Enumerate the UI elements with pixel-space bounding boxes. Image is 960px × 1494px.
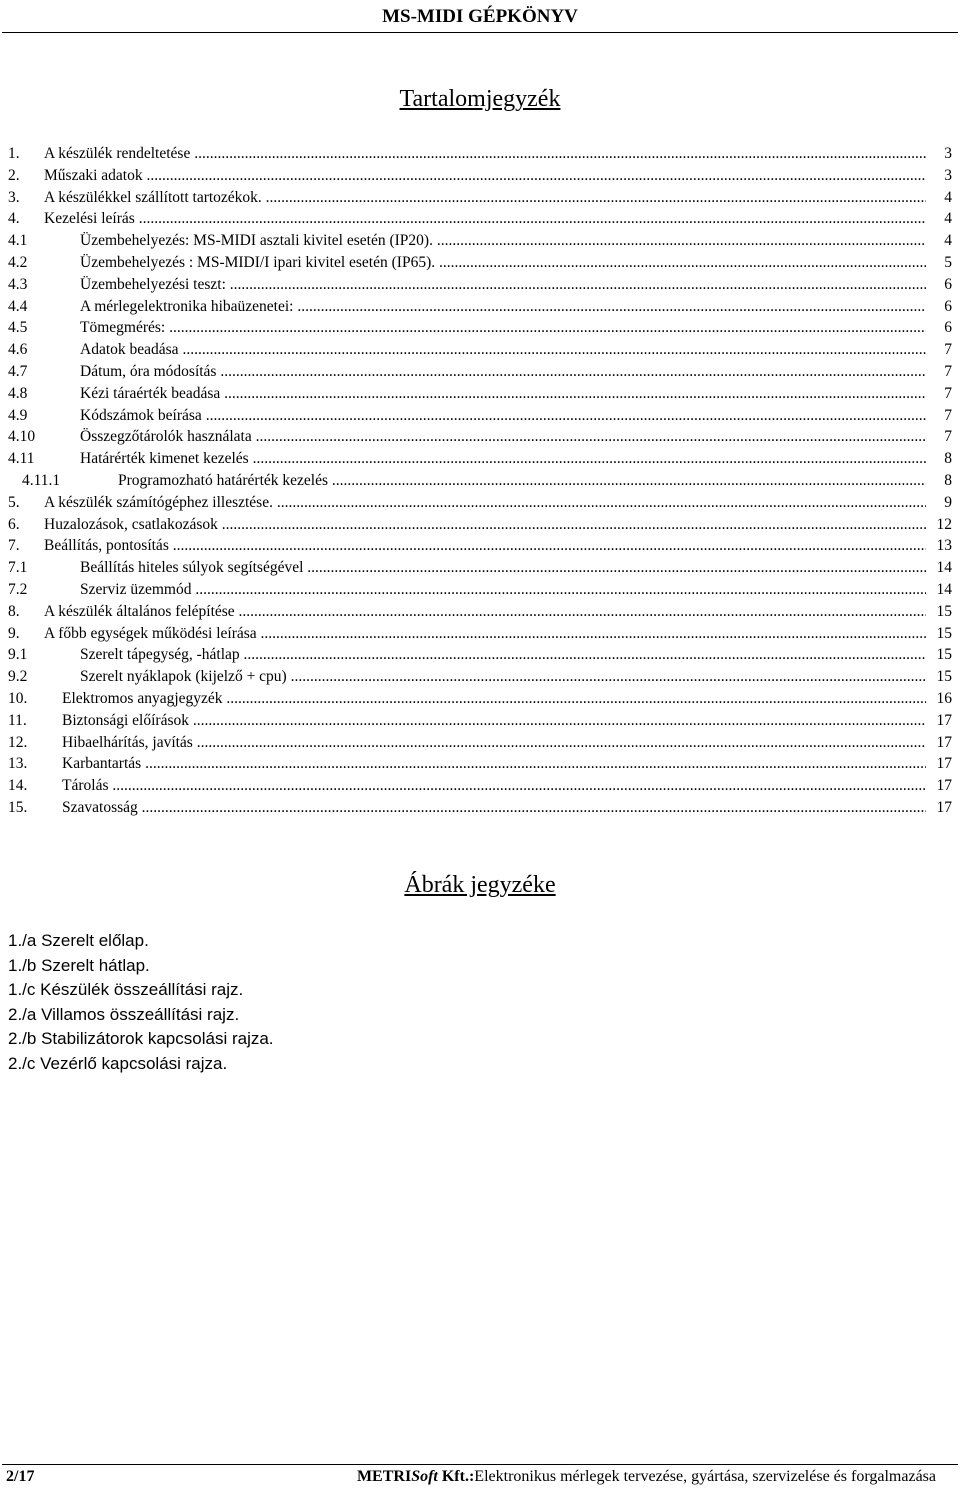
toc-entry-number: 12. [8,733,28,751]
toc-entry-page: 8 [944,471,952,489]
toc-entry-title: Üzembehelyezés : MS-MIDI/I ipari kivitel esetén (IP65). ..... [80,252,926,274]
toc-entry-title: Tömegmérés: ..... [80,317,926,339]
toc-entry-page: 7 [944,362,952,380]
toc-entry-page: 4 [944,232,952,250]
toc-entry-page: 3 [944,166,952,184]
toc-entry-title: Üzembehelyezési teszt: ..... [80,274,926,296]
toc-entry-page: 12 [936,515,952,533]
toc-entry-title: Szerelt tápegység, -hátlap ..... [80,644,926,666]
toc-entry-title: Hibaelhárítás, javítás ..... [62,732,926,754]
toc-entry[interactable] [8,514,952,536]
toc-entry[interactable] [8,317,952,339]
toc-entry-page: 15 [936,602,952,620]
toc-entry[interactable] [8,274,952,296]
toc-entry[interactable] [8,296,952,318]
toc-title: Tartalomjegyzék [399,86,561,112]
toc-entry-number: 13. [8,755,28,773]
figure-list-item: 2./c Vezérlő kapcsolási rajza. [8,1053,228,1073]
table-of-contents [8,143,952,819]
toc-entry[interactable] [8,405,952,427]
toc-entry-number: 4.11.1 [22,471,61,489]
toc-entry-page: 17 [936,711,952,729]
footer-divider [2,1464,958,1465]
toc-entry-title: A készülékkel szállított tartozékok. ..... [44,187,926,209]
toc-entry-title: Dátum, óra módosítás ..... [80,361,926,383]
toc-entry-number: 4.1 [8,232,28,250]
toc-entry[interactable] [8,753,952,775]
figure-list-item: 2./b Stabilizátorok kapcsolási rajza. [8,1029,274,1049]
page-footer [0,1460,960,1494]
toc-entry[interactable] [8,601,952,623]
toc-entry-number: 14. [8,777,28,795]
toc-entry-title: Programozható határérték kezelés ..... [118,470,926,492]
toc-entry-number: 1. [8,145,20,162]
toc-entry-number: 8. [8,602,20,620]
toc-entry-title: Szerelt nyáklapok (kijelző + cpu) ..... [80,666,926,688]
toc-entry-page: 14 [936,559,952,577]
toc-entry-page: 4 [944,188,952,206]
toc-entry-page: 3 [944,145,952,162]
toc-entry-number: 5. [8,493,20,511]
toc-entry[interactable] [8,557,952,579]
toc-entry-number: 4.11 [8,450,35,468]
figure-list-item: 1./b Szerelt hátlap. [8,955,150,975]
toc-entry-title: Kezelési leírás ..... [44,208,926,230]
toc-entry-page: 7 [944,384,952,402]
toc-entry-page: 17 [936,733,952,751]
toc-entry[interactable] [8,448,952,470]
toc-entry-number: 4.9 [8,406,28,424]
toc-entry-page: 6 [944,275,952,293]
toc-entry-title: Beállítás, pontosítás ..... [44,535,926,557]
company-name-suffix: Kft. [437,1468,469,1485]
toc-entry[interactable] [8,535,952,557]
toc-entry-page: 7 [944,428,952,446]
toc-entry-number: 4. [8,210,20,228]
toc-entry-title: Karbantartás ..... [62,753,926,775]
toc-entry-number: 3. [8,188,20,206]
toc-entry-title: Tárolás ..... [62,775,926,797]
toc-entry[interactable] [8,492,952,514]
toc-entry[interactable] [8,579,952,601]
toc-entry-number: 4.5 [8,319,28,337]
figures-list [8,929,274,1077]
figure-list-item: 2./a Villamos összeállítási rajz. [8,1004,240,1024]
toc-entry-title: A főbb egységek működési leírása ..... [44,623,926,645]
toc-entry-number: 4.2 [8,253,28,271]
toc-entry-number: 10. [8,689,28,707]
toc-entry[interactable] [8,252,952,274]
footer-company-line [357,1468,936,1486]
toc-entry[interactable] [8,732,952,754]
toc-entry-title: Kódszámok beírása ..... [80,405,926,427]
figure-list-item: 1./c Készülék összeállítási rajz. [8,980,244,1000]
toc-entry-number: 6. [8,515,20,533]
toc-entry-title: Beállítás hiteles súlyok segítségével ..... [80,557,926,579]
toc-entry[interactable] [8,623,952,645]
header-divider [2,32,958,33]
toc-entry-page: 17 [936,798,952,816]
toc-entry-title: Kézi táraérték beadása ..... [80,383,926,405]
toc-entry-title: A készülék rendeltetése ..... [44,143,926,165]
toc-entry-page: 6 [944,319,952,337]
toc-entry[interactable] [8,143,952,165]
toc-entry-title: Határérték kimenet kezelés ..... [80,448,926,470]
toc-entry-page: 8 [944,450,952,468]
toc-entry-number: 4.3 [8,275,28,293]
company-name-bold: METRI [356,1468,412,1485]
toc-entry-page: 15 [936,646,952,664]
toc-entry[interactable] [8,775,952,797]
toc-entry-title: Huzalozások, csatlakozások ..... [44,514,926,536]
toc-entry[interactable] [8,426,952,448]
toc-entry-number: 9. [8,624,20,642]
toc-entry-number: 7. [8,537,20,555]
toc-entry-page: 4 [944,210,952,228]
toc-entry[interactable] [8,339,952,361]
page-header [0,0,960,34]
toc-entry-page: 7 [944,406,952,424]
toc-entry-title: Összegzőtárolók használata ..... [80,426,926,448]
toc-entry[interactable] [8,383,952,405]
toc-entry[interactable] [8,187,952,209]
toc-entry-number: 4.8 [8,384,28,402]
company-name-italic: Soft [411,1468,438,1485]
toc-entry-number: 11. [8,711,27,729]
toc-entry-title: Üzembehelyezés: MS-MIDI asztali kivitel esetén (IP20). ..... [80,230,926,252]
toc-entry[interactable] [8,797,952,819]
toc-entry-number: 7.1 [8,559,28,577]
toc-entry-number: 7.2 [8,580,28,598]
company-colon: : [468,1468,475,1485]
toc-entry-title: Szavatosság ..... [62,797,926,819]
toc-entry-page: 13 [936,537,952,555]
toc-entry[interactable] [8,165,952,187]
toc-entry-number: 2. [8,166,20,184]
toc-entry-title: Szerviz üzemmód ..... [80,579,926,601]
toc-entry[interactable] [8,230,952,252]
figure-list-item: 1./a Szerelt előlap. [8,931,149,950]
figures-title: Ábrák jegyzéke [404,872,556,898]
toc-entry-number: 9.1 [8,646,28,664]
toc-entry-number: 4.6 [8,341,28,359]
toc-entry-page: 16 [936,689,952,707]
toc-entry[interactable] [8,361,952,383]
toc-entry-title: A készülék számítógéphez illesztése. ..... [44,492,926,514]
toc-entry[interactable] [8,710,952,732]
toc-entry-page: 7 [944,341,952,359]
toc-entry[interactable] [8,644,952,666]
header-title: MS-MIDI GÉPKÖNYV [382,6,578,27]
toc-entry-number: 9.2 [8,668,28,686]
toc-entry[interactable] [8,666,952,688]
toc-entry-number: 4.10 [8,428,36,446]
toc-entry[interactable] [8,208,952,230]
toc-entry-title: Elektromos anyagjegyzék ..... [62,688,926,710]
toc-entry-page: 17 [936,755,952,773]
toc-entry-title: Műszaki adatok ..... [44,165,926,187]
toc-entry-page: 15 [936,668,952,686]
toc-entry-number: 4.4 [8,297,28,315]
toc-entry-title: A mérlegelektronika hibaüzenetei: ..... [80,296,926,318]
toc-entry-page: 17 [936,777,952,795]
toc-entry-page: 15 [936,624,952,642]
toc-entry-page: 9 [944,493,952,511]
company-description: Elektronikus mérlegek tervezése, gyártása, szervizelése és forgalmazása [474,1468,936,1485]
toc-entry[interactable] [8,688,952,710]
footer-page-number: 2/17 [6,1468,35,1485]
toc-entry-number: 4.7 [8,362,28,380]
toc-entry[interactable] [8,470,952,492]
toc-entry-number: 15. [8,798,28,816]
toc-entry-page: 14 [936,580,952,598]
toc-entry-title: Adatok beadása ..... [80,339,926,361]
toc-entry-page: 6 [944,297,952,315]
toc-entry-title: A készülék általános felépítése ..... [44,601,926,623]
toc-entry-page: 5 [944,253,952,271]
toc-entry-title: Biztonsági előírások ..... [62,710,926,732]
